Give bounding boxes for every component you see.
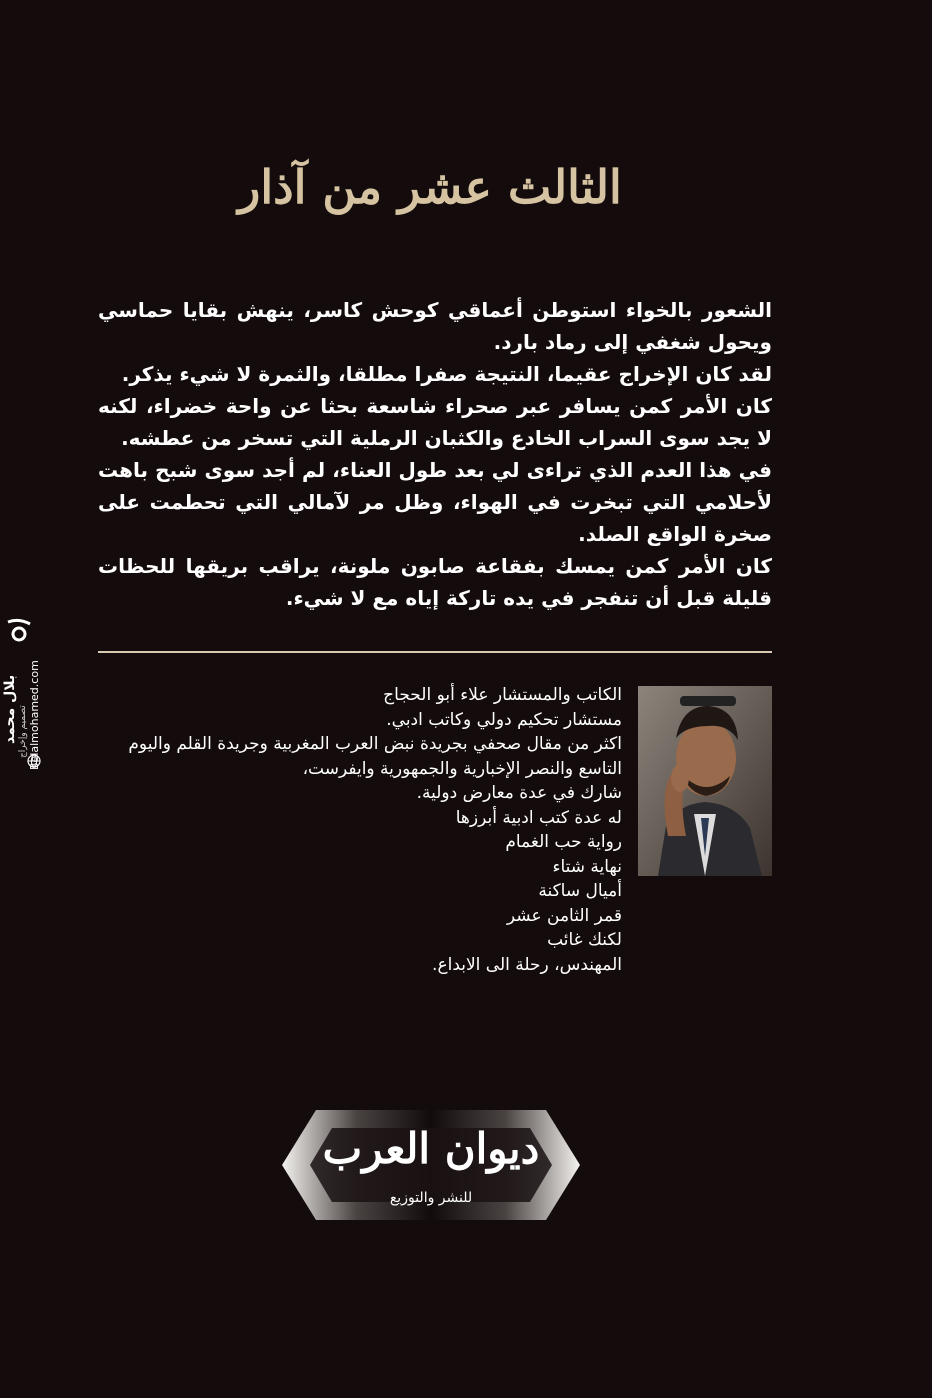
publisher-tagline: للنشر والتوزيع [389, 1190, 473, 1206]
bio-line: رواية حب الغمام [505, 832, 622, 852]
designer-role: تصميم وإخراج [18, 705, 28, 758]
bio-line: المهندس، رحلة الى الابداع. [432, 954, 622, 975]
bio-line: شارك في عدة معارض دولية. [416, 783, 622, 803]
bio-line: مستشار تحكيم دولي وكاتب ادبي. [386, 709, 622, 730]
bio-line: التاسع والنصر الإخبارية والجمهورية وايفرست، [302, 758, 622, 779]
book-blurb [98, 294, 772, 614]
bio-line: الكاتب والمستشار علاء أبو الحجاج [383, 685, 622, 705]
author-portrait-icon [638, 686, 772, 876]
bio-line: اكثر من مقال صحفي بجريدة نبض العرب المغربية وجريدة القلم واليوم [128, 734, 622, 754]
designer-name: بلال محمد [2, 674, 18, 744]
designer-logo-icon [4, 616, 34, 646]
blurb-paragraph: في هذا العدم الذي تراءى لي بعد طول العناء، لم أجد سوى شبح باهت لأحلامي التي تبخرت في الهواء، وظل مر لآمالي التي تحطمت على صخرة الواقع الصلد. [98, 458, 772, 546]
section-divider [98, 651, 772, 653]
author-photo [638, 686, 772, 876]
blurb-paragraph: الشعور بالخواء استوطن أعماقي كوحش كاسر، ينهش بقايا حماسي ويحول شغفي إلى رماد بارد. [98, 298, 772, 354]
designer-url: Belalmohamed.com [28, 660, 41, 770]
publisher-name: ديوان العرب [322, 1124, 540, 1173]
bio-line: قمر الثامن عشر [506, 905, 622, 926]
bio-line: نهاية شتاء [552, 856, 622, 877]
blurb-paragraph: كان الأمر كمن يمسك بفقاعة صابون ملونة، يراقب بريقها للحظات قليلة قبل أن تنفجر في يده تاركة إياه مع لا شيء. [98, 554, 772, 610]
globe-icon [27, 754, 41, 768]
blurb-paragraph: كان الأمر كمن يسافر عبر صحراء شاسعة بحثا عن واحة خضراء، لكنه لا يجد سوى السراب الخادع والكثبان الرملية التي تسخر من عطشه. [98, 394, 772, 450]
blurb-paragraph: لقد كان الإخراج عقيما، النتيجة صفرا مطلقا، والثمرة لا شيء يذكر. [121, 362, 772, 386]
book-title: الثالث عشر من آذار [238, 160, 622, 214]
bio-line: له عدة كتب ادبية أبرزها [455, 807, 622, 828]
bio-line: لكنك غائب [547, 930, 622, 950]
bio-line: أميال ساكنة [538, 881, 622, 901]
designer-credit [0, 616, 44, 776]
author-bio [98, 683, 622, 977]
publisher-logo [282, 1106, 580, 1224]
